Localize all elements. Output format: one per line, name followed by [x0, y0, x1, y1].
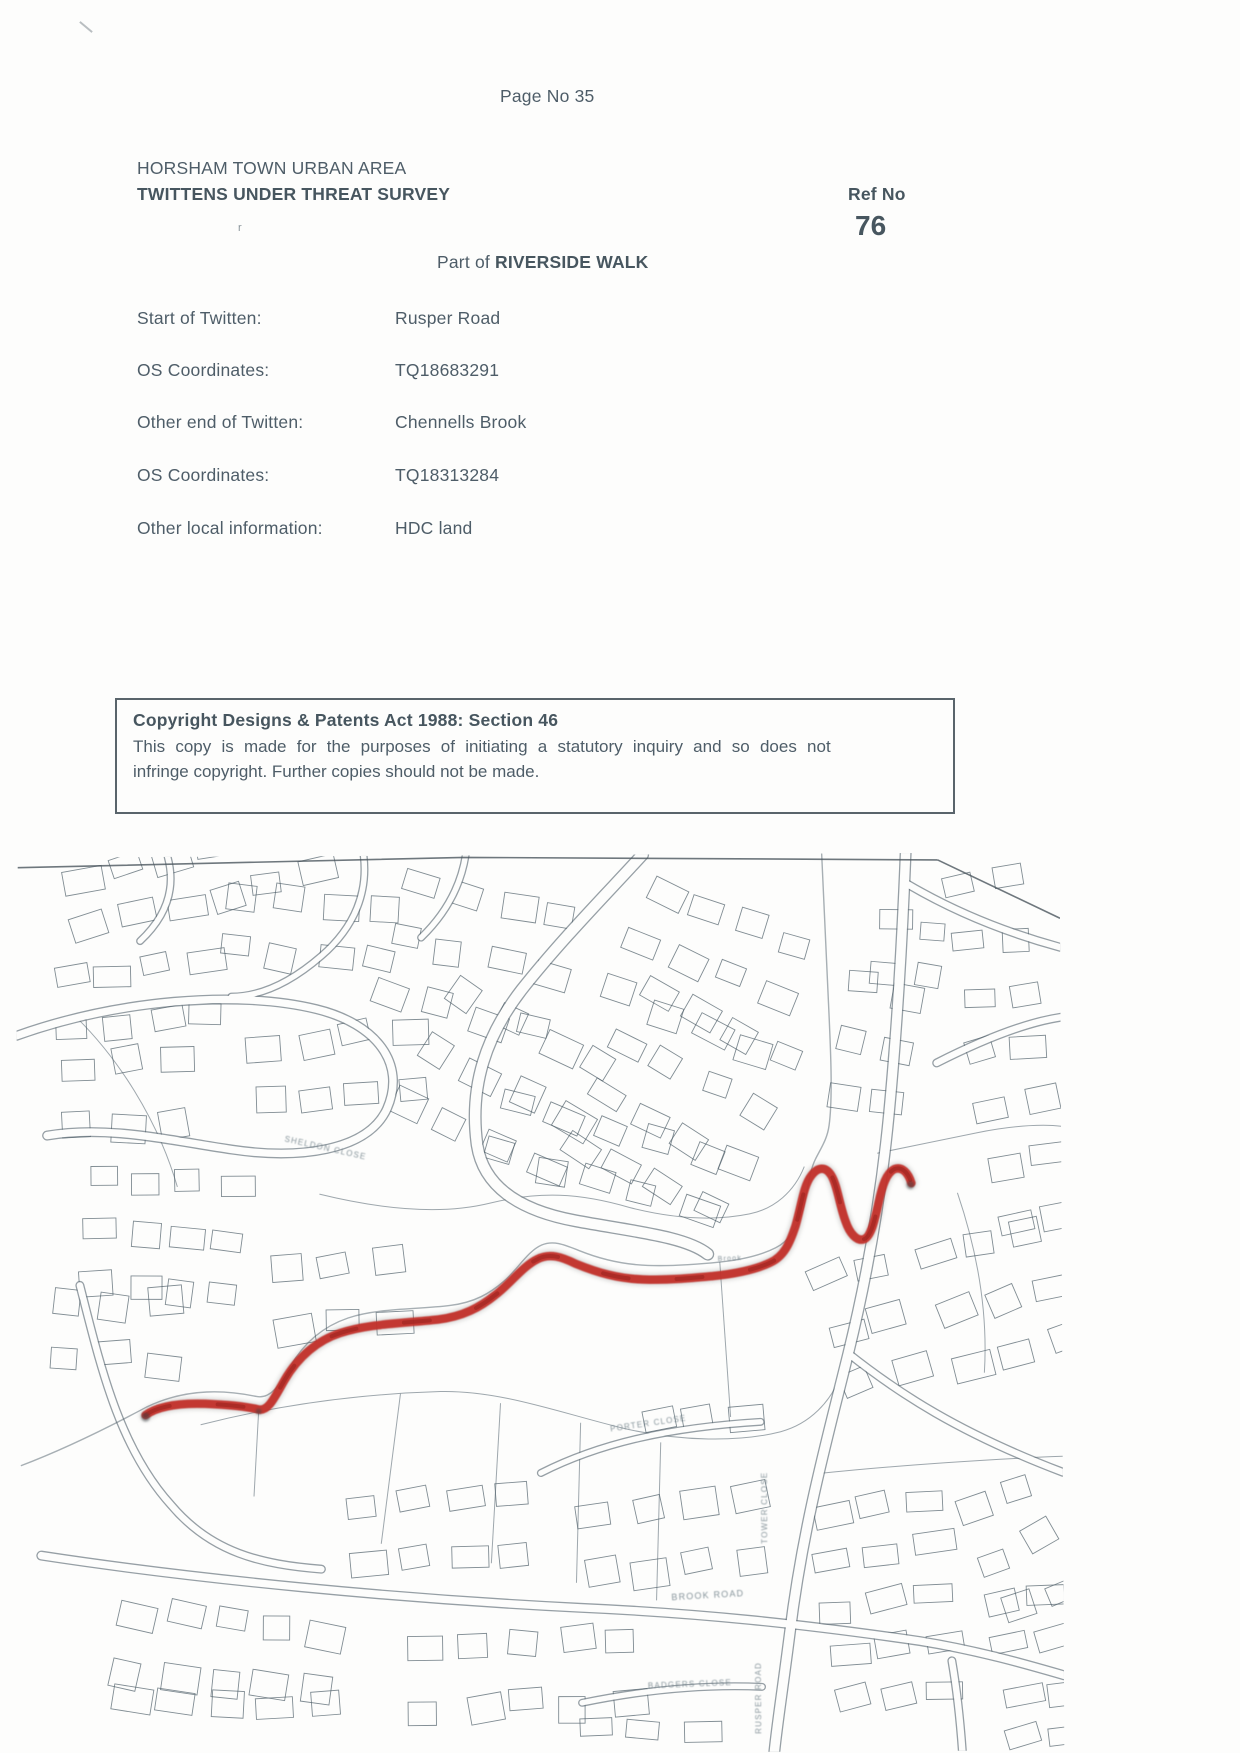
map-building [62, 865, 106, 896]
map-building [165, 1279, 193, 1308]
map-building [187, 948, 227, 975]
map-building [370, 977, 409, 1012]
map-building [642, 1124, 674, 1155]
field-value-os2: TQ18313284 [395, 465, 500, 485]
map-building [942, 872, 975, 898]
map-building [216, 1606, 248, 1631]
map-building [299, 1087, 333, 1113]
map-stream-chennells-brook [18, 853, 833, 1465]
scan-artifact-glyph: r [238, 222, 242, 234]
map-building [1048, 1320, 1065, 1353]
map-building [408, 1636, 443, 1661]
map-building [812, 1548, 850, 1573]
map-building [575, 1502, 611, 1529]
map-building [607, 1029, 647, 1062]
map-building [848, 970, 878, 992]
map-building [399, 1077, 428, 1101]
scan-artifact-mark [79, 21, 93, 33]
map-building [733, 1035, 773, 1070]
map-building [740, 1093, 777, 1130]
map-building [805, 1257, 847, 1291]
copyright-body-line1: This copy is made for the purposes of initiating a statutory inquiry and so does not [133, 737, 831, 756]
map-building [955, 1491, 993, 1525]
field-value-otherinfo: HDC land [395, 518, 473, 538]
map-building [718, 1145, 759, 1181]
map-building [501, 892, 539, 923]
map-building [631, 1103, 671, 1138]
map-building [998, 1210, 1035, 1236]
map-plot-boundary [720, 1262, 731, 1417]
map-building [370, 896, 399, 923]
header-organisation: HORSHAM TOWN URBAN AREA [137, 158, 407, 178]
map-building [211, 1690, 244, 1718]
map-building [495, 1481, 528, 1506]
map-building [249, 1669, 289, 1700]
map-building [836, 1025, 866, 1054]
map-plot-boundary [656, 1442, 662, 1600]
map-building [587, 1078, 626, 1112]
copyright-notice-box [115, 698, 955, 814]
route-end-mark [141, 1413, 150, 1422]
map-building [93, 966, 131, 987]
map-building [210, 1230, 243, 1253]
map-building [111, 1684, 154, 1715]
map-plot-boundary [576, 1423, 582, 1583]
map-building [684, 1721, 722, 1742]
map-building [167, 1599, 206, 1629]
map-building [68, 909, 109, 943]
map-building [647, 1000, 684, 1034]
field-label-start: Start of Twitten: [137, 308, 262, 328]
map-plot-boundary [380, 1394, 401, 1544]
map-building [131, 1221, 161, 1249]
field-value-start: Rusper Road [395, 308, 501, 328]
map-building [951, 930, 984, 951]
map-building [116, 1600, 158, 1633]
map-road-fill [16, 999, 393, 1155]
map-building [973, 1097, 1009, 1124]
map-building [892, 1351, 934, 1386]
map-building [915, 1238, 957, 1269]
map-building [298, 854, 339, 886]
map-building [964, 989, 995, 1008]
map-building [642, 1168, 682, 1205]
field-label-otherend: Other end of Twitten: [137, 412, 304, 432]
map-building [189, 1003, 222, 1025]
map-building [906, 1491, 943, 1512]
map-building [703, 1071, 732, 1098]
field-label-otherinfo: Other local information: [137, 518, 323, 538]
map-building [1009, 1035, 1047, 1059]
map-building [131, 1174, 159, 1196]
map-building [992, 863, 1024, 888]
map-building [161, 1663, 201, 1695]
map-building [1000, 1475, 1031, 1504]
map-street-label: TOWER CLOSE [759, 1471, 770, 1544]
map-building [646, 876, 689, 913]
ref-no-value: 76 [855, 210, 887, 241]
map-street-label: SHELDON CLOSE [283, 1134, 368, 1162]
map-building [914, 962, 941, 988]
map-housing-block [77, 1164, 257, 1311]
survey-map [18, 855, 1062, 1753]
map-building [1026, 1585, 1064, 1606]
map-housing-block [243, 1011, 437, 1118]
map-building [935, 1292, 978, 1329]
map-building [1003, 1683, 1045, 1708]
map-building [169, 1226, 205, 1250]
copyright-body-line2: infringe copyright. Further copies should not be made. [133, 762, 540, 781]
map-building [417, 1032, 454, 1070]
map-building [273, 883, 305, 912]
map-housing-block [404, 1621, 649, 1730]
subtitle-walk-name: RIVERSIDE WALK [495, 252, 649, 272]
map-building [720, 1018, 758, 1055]
map-building [305, 1620, 346, 1654]
map-building [835, 1682, 871, 1712]
map-building [579, 1163, 616, 1193]
map-building [398, 1544, 429, 1570]
map-building [920, 922, 945, 941]
map-plot-boundary [957, 1193, 985, 1373]
map-building [444, 975, 482, 1013]
map-street-label: PORTER CLOSE [609, 1413, 688, 1434]
map-building [626, 1180, 656, 1207]
map-street-label: BROOK ROAD [671, 1588, 745, 1603]
map-building [392, 1019, 429, 1045]
map-building [913, 1528, 957, 1555]
map-building [264, 943, 297, 974]
map-road-fill [41, 1550, 1064, 1680]
map-building [680, 1486, 720, 1520]
map-building [865, 1583, 907, 1614]
map-building [626, 1719, 660, 1740]
map-building [300, 1673, 332, 1705]
map-building [91, 1166, 118, 1185]
map-building [245, 1036, 281, 1064]
map-canvas [16, 852, 1065, 1753]
map-building [255, 1697, 293, 1720]
map-housing-block [804, 1482, 976, 1717]
map-building [349, 1550, 388, 1578]
map-building [1029, 1141, 1064, 1165]
map-building [770, 1041, 802, 1070]
map-building [1039, 1201, 1064, 1232]
map-building [194, 852, 237, 859]
map-road-casing [848, 1352, 1063, 1473]
subtitle [437, 252, 649, 273]
map-road-casing [541, 1422, 761, 1473]
map-building [516, 1013, 550, 1038]
map-building [715, 959, 746, 986]
map-building [392, 923, 422, 948]
map-building [1020, 1516, 1059, 1554]
map-building [985, 1284, 1022, 1319]
map-building [316, 1252, 349, 1279]
map-building [737, 1547, 768, 1577]
map-building [687, 895, 724, 925]
map-building [457, 1633, 487, 1658]
map-building [447, 1485, 486, 1511]
map-building [830, 1643, 871, 1666]
map-building [102, 1015, 132, 1042]
route-end-mark [906, 1181, 914, 1189]
map-building [648, 1045, 683, 1079]
map-building [963, 1231, 994, 1257]
map-housing-block [915, 1209, 1065, 1387]
map-building [988, 1153, 1024, 1183]
map-building [580, 1045, 616, 1081]
field-value-otherend: Chennells Brook [395, 412, 527, 432]
map-building [118, 897, 158, 927]
map-building [1025, 1083, 1061, 1115]
map-street-label: Brook [717, 1255, 743, 1264]
map-housing-block [480, 1083, 737, 1233]
map-building [758, 981, 799, 1016]
map-building [1048, 1725, 1065, 1746]
map-road-fill [541, 1422, 761, 1473]
map-building [97, 1292, 129, 1323]
map-building [467, 1692, 505, 1725]
map-housing-block [953, 1470, 1064, 1627]
map-building [131, 1276, 162, 1299]
map-building [977, 1549, 1009, 1577]
map-road-fill [937, 1017, 1061, 1063]
map-building [1034, 1622, 1065, 1653]
map-road-casing [80, 1284, 321, 1570]
map-building [140, 952, 170, 976]
map-building [881, 1682, 917, 1711]
map-building [551, 1101, 597, 1144]
map-building [167, 895, 208, 921]
map-plot-boundary [200, 1376, 840, 1441]
map-building [271, 1254, 303, 1283]
map-building [343, 1082, 378, 1106]
map-building [145, 1353, 182, 1381]
map-building [1008, 1216, 1041, 1247]
map-road-fill [474, 854, 708, 1255]
map-building [488, 946, 526, 974]
map-building [819, 1602, 851, 1624]
map-housing-block [574, 1479, 777, 1595]
map-building [813, 1500, 854, 1530]
map-building [778, 933, 809, 960]
map-building [605, 1629, 634, 1653]
map-building [363, 945, 396, 972]
map-building [1001, 1589, 1037, 1623]
map-building [668, 945, 709, 982]
map-building [421, 987, 453, 1018]
map-building [408, 1702, 436, 1726]
survey-title: TWITTENS UNDER THREAT SURVEY [137, 184, 451, 204]
map-building [951, 1349, 996, 1384]
map-building [736, 907, 770, 938]
map-building [1004, 1721, 1041, 1749]
map-building [431, 1108, 465, 1142]
map-building [1045, 1577, 1065, 1607]
map-building [561, 1623, 597, 1652]
map-building [543, 1102, 586, 1136]
map-building [865, 1299, 906, 1333]
field-label-os1: OS Coordinates: [137, 360, 270, 380]
map-housing-block [580, 1717, 722, 1743]
map-building [507, 1629, 537, 1656]
map-building [402, 868, 441, 898]
map-building [913, 1584, 952, 1603]
map-building [1047, 1680, 1065, 1707]
map-housing-block [826, 967, 926, 1119]
map-building [50, 1347, 77, 1370]
map-building [161, 1046, 195, 1072]
map-building [83, 1218, 117, 1239]
page-number: Page No 35 [500, 86, 595, 106]
map-building [621, 927, 661, 960]
map-building [207, 1282, 237, 1305]
map-building [452, 1546, 489, 1568]
map-building [53, 1288, 81, 1317]
map-building [679, 1194, 720, 1227]
map-building [669, 1123, 708, 1160]
map-building [633, 1494, 665, 1523]
map-building [111, 1044, 143, 1074]
map-border-line [18, 855, 938, 868]
map-building [681, 1547, 713, 1574]
map-building [211, 1670, 240, 1700]
subtitle-prefix: Part of [437, 252, 496, 272]
map-plot-boundary [877, 1125, 1061, 1153]
map-housing-block [55, 852, 341, 950]
map-building [600, 973, 637, 1006]
copyright-title: Copyright Designs & Patents Act 1988: Section 46 [133, 710, 559, 730]
map-housing-block [50, 1281, 185, 1382]
map-plot-boundary [254, 1412, 259, 1496]
map-street-label: RUSPER ROAD [753, 1661, 764, 1734]
map-road-casing [41, 1550, 1064, 1680]
map-building [299, 1029, 335, 1060]
ref-no-label: Ref No [848, 184, 906, 204]
map-building [108, 1658, 141, 1691]
map-building [585, 1555, 621, 1587]
map-building [1032, 1273, 1064, 1301]
map-building [174, 1169, 199, 1191]
map-building [263, 1616, 290, 1640]
map-housing-block [345, 1479, 531, 1578]
field-label-os2: OS Coordinates: [137, 465, 270, 485]
map-building [827, 1083, 861, 1112]
map-building [433, 939, 461, 967]
map-building [862, 1544, 899, 1568]
map-building [508, 1687, 543, 1711]
map-building [346, 1496, 376, 1520]
map-building [256, 1086, 286, 1113]
map-building [372, 1244, 405, 1275]
map-building [989, 1630, 1028, 1654]
route-end-mark [256, 1408, 262, 1414]
map-housing-block [595, 865, 823, 1075]
map-building [221, 1176, 255, 1197]
map-building [630, 1558, 670, 1591]
map-housing-block [556, 971, 812, 1234]
map-building [539, 1029, 584, 1068]
map-building [855, 1490, 889, 1518]
map-building [997, 1339, 1034, 1370]
map-building [396, 1485, 430, 1512]
map-building [1009, 982, 1041, 1008]
map-building [61, 1059, 95, 1081]
map-street-label: BADGERS CLOSE [647, 1678, 733, 1691]
map-plot-boundary [76, 1017, 177, 1188]
map-building [594, 1116, 628, 1146]
field-value-os1: TQ18683291 [395, 360, 500, 380]
map-building [498, 1543, 529, 1569]
map-building [54, 963, 90, 988]
map-building [601, 1149, 641, 1184]
